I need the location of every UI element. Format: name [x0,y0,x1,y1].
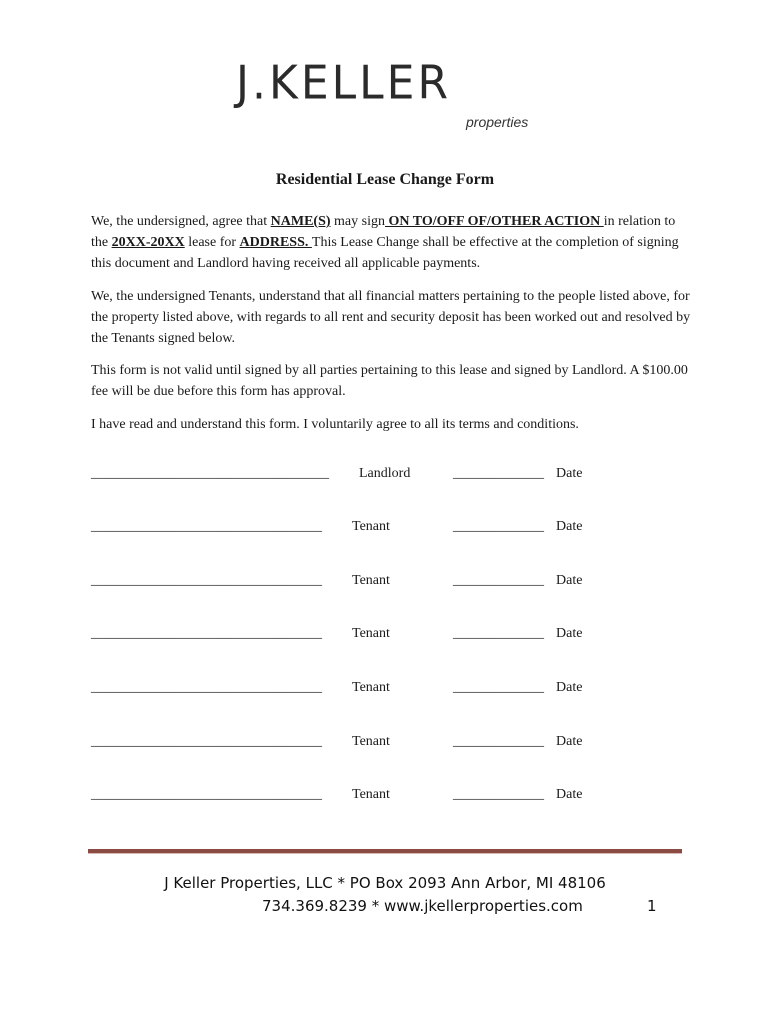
date-line[interactable]: _____________ [453,734,544,749]
company-logo [236,52,536,136]
date-line[interactable]: _____________ [453,573,544,588]
signature-role: Tenant [352,680,390,695]
date-line[interactable]: _____________ [453,626,544,641]
signature-role: Tenant [352,626,390,641]
date-line[interactable]: _____________ [453,787,544,802]
date-line[interactable]: _____________ [453,519,544,534]
date-line[interactable]: _____________ [453,680,544,695]
signature-line[interactable]: _________________________________ [91,734,322,749]
action-placeholder: ON TO/OFF OF/OTHER ACTION [384,214,604,229]
footer-contact: 734.369.8239 * www.jkellerproperties.com [262,897,583,915]
logo-wordmark: J.KELLER [236,56,452,111]
address-placeholder: ADDRESS. [239,235,312,250]
logo-tagline: properties [466,114,529,130]
validity-paragraph: This form is not valid until signed by all parties pertaining to this lease and signed by Landlord. A $100.00 fee will be due before this form has approval. [91,363,688,399]
signature-role: Tenant [352,519,390,534]
acknowledgement-paragraph: I have read and understand this form. I voluntarily agree to all its terms and conditions. [91,417,579,432]
date-label: Date [556,787,583,802]
agreement-paragraph: We, the undersigned, agree that NAME(S) may sign ON TO/OFF OF/OTHER ACTION in relation to the 20XX-20XX lease for ADDRESS. This Lease Change shall be effective at the completion of signing this document and Landlord having received all applicable payments. [91,214,679,271]
signature-role: Landlord [359,466,411,481]
date-label: Date [556,734,583,749]
signature-line[interactable]: _________________________________ [91,519,322,534]
date-line[interactable]: _____________ [453,466,544,481]
signature-line[interactable]: __________________________________ [91,466,329,481]
date-label: Date [556,466,583,481]
date-label: Date [556,573,583,588]
signature-line[interactable]: _________________________________ [91,787,322,802]
page-number: 1 [647,897,657,915]
date-label: Date [556,680,583,695]
footer-divider [88,849,682,854]
financial-paragraph: We, the undersigned Tenants, understand that all financial matters pertaining to the people listed above, for the property listed above, with regards to all rent and security deposit has been worked out and resolved by the Tenants signed below. [91,289,691,346]
signature-line[interactable]: _________________________________ [91,626,322,641]
date-label: Date [556,519,583,534]
signature-role: Tenant [352,787,390,802]
signature-line[interactable]: _________________________________ [91,680,322,695]
signature-role: Tenant [352,573,390,588]
form-title: Residential Lease Change Form [275,171,495,188]
footer-address: J Keller Properties, LLC * PO Box 2093 Ann Arbor, MI 48106 [164,874,606,892]
signature-role: Tenant [352,734,390,749]
names-placeholder: NAME(S) [270,214,331,229]
date-label: Date [556,626,583,641]
signature-line[interactable]: _________________________________ [91,573,322,588]
lease-years-placeholder: 20XX-20XX [111,235,185,250]
